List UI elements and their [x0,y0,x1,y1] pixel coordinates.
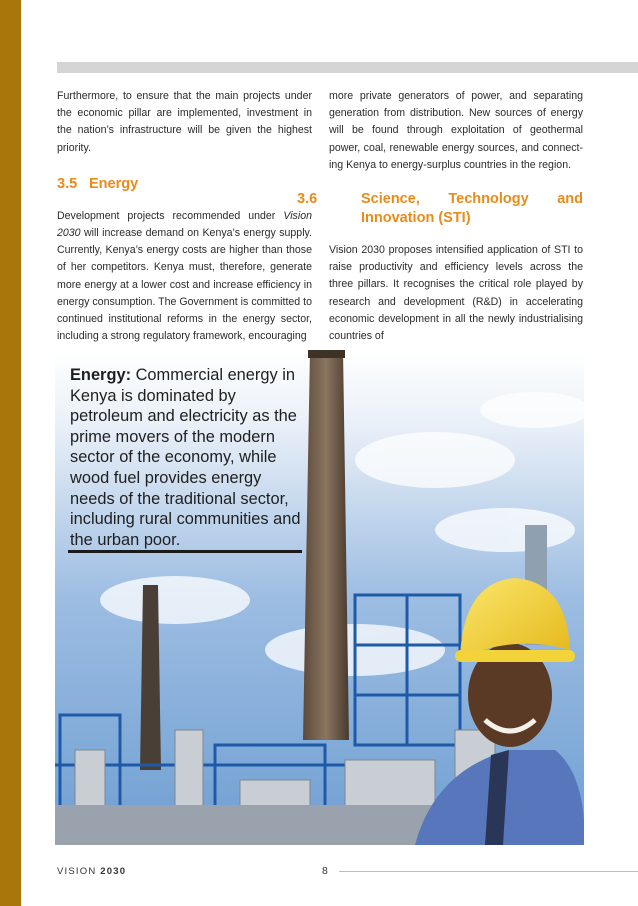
section-number: 3.6 [297,191,318,208]
top-grey-rule [57,62,638,73]
callout-text: Commercial energy in Kenya is dominated by petroleum and electricity as the prime movers of the modern sector of the economy, while wood fuel provides energy needs of the traditional sector, including rural communities and the urban poor. [70,366,301,549]
energy-callout [70,365,310,550]
section-title: Science, Technology and Innovation (STI) [361,191,583,227]
right-paragraph-2: Vision 2030 proposes intensified application of STI to raise productivity and efficiency levels across the three pillars. It recognises the critical role played by research and development (R&D) in accelerating economic development in all the newly industrialising countries of [329,244,583,343]
page-number: 8 [322,865,328,877]
section-title: Energy [89,175,139,192]
vision-title-italic: Vision 2030 [57,209,312,240]
callout-label: Energy: [70,366,132,384]
footer-vision-word: VISION [57,866,97,877]
section-heading-energy [57,175,312,194]
footer-vision-year: 2030 [100,866,127,877]
callout-underline [68,550,302,553]
left-text-column [57,88,312,345]
section-heading-sti [297,190,583,228]
right-text-column [297,88,583,345]
side-accent-bar [0,0,21,906]
paragraph-text: Development projects recommended under [57,209,284,222]
left-paragraph-2 [57,208,312,346]
right-paragraph-1: more private generators of power, and separating generation from distribution. New sources of energy will be found through exploitation of geothermal power, coal, renewable energy sources, and connect-ing Kenya to energy-surplus countries in the region. [329,90,583,171]
paragraph-text: will increase demand on Kenya’s energy supply. Currently, Kenya’s energy costs are higher than those of her competitors. Kenya must, therefore, generate more energy at a lower cost and increase efficiency in energy consumption. The Government is committed to continued institutional reforms in the energy sector, including a strong regulatory framework, encouraging [57,227,312,343]
section-number: 3.5 [57,175,78,192]
footer-rule [339,871,638,872]
left-paragraph-1: Furthermore, to ensure that the main projects under the economic pillar are implemented, investment in the nation’s infrastructure will be given the highest priority. [57,90,312,154]
footer-vision-label [57,866,126,877]
